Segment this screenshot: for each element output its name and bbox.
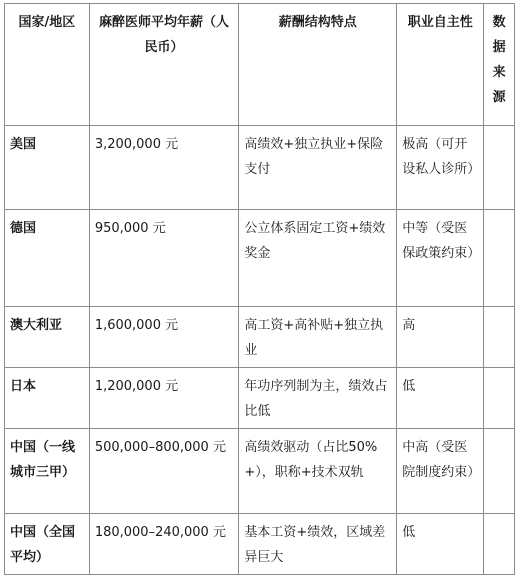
cell-region: 中国（一线城市三甲）	[5, 429, 90, 514]
cell-salary: 1,200,000 元	[89, 368, 239, 429]
cell-structure: 高绩效+独立执业+保险支付	[239, 126, 397, 210]
cell-salary: 180,000–240,000 元	[89, 514, 239, 575]
cell-salary: 3,200,000 元	[89, 126, 239, 210]
cell-structure: 高绩效驱动（占比50%+），职称+技术双轨	[239, 429, 397, 514]
table-header-row	[5, 4, 515, 126]
cell-source	[484, 429, 515, 514]
cell-source	[484, 514, 515, 575]
header-autonomy: 职业自主性	[397, 4, 484, 126]
cell-region: 中国（全国平均）	[5, 514, 90, 575]
salary-comparison-table	[4, 3, 515, 575]
cell-region: 德国	[5, 210, 90, 307]
cell-autonomy: 中高（受医院制度约束）	[397, 429, 484, 514]
cell-source	[484, 368, 515, 429]
cell-source	[484, 126, 515, 210]
cell-source	[484, 307, 515, 368]
table-row	[5, 514, 515, 575]
cell-autonomy: 极高（可开设私人诊所）	[397, 126, 484, 210]
header-region: 国家/地区	[5, 4, 90, 126]
table-row	[5, 368, 515, 429]
cell-region: 日本	[5, 368, 90, 429]
cell-salary: 950,000 元	[89, 210, 239, 307]
cell-structure: 基本工资+绩效，区域差异巨大	[239, 514, 397, 575]
cell-source	[484, 210, 515, 307]
table-row	[5, 210, 515, 307]
cell-autonomy: 低	[397, 514, 484, 575]
cell-salary: 500,000–800,000 元	[89, 429, 239, 514]
table-row	[5, 126, 515, 210]
table-row	[5, 307, 515, 368]
header-source: 数据来源	[484, 4, 515, 126]
table-row	[5, 429, 515, 514]
cell-autonomy: 高	[397, 307, 484, 368]
header-structure: 薪酬结构特点	[239, 4, 397, 126]
cell-autonomy: 低	[397, 368, 484, 429]
cell-structure: 高工资+高补贴+独立执业	[239, 307, 397, 368]
cell-region: 美国	[5, 126, 90, 210]
cell-salary: 1,600,000 元	[89, 307, 239, 368]
cell-autonomy: 中等（受医保政策约束）	[397, 210, 484, 307]
cell-region: 澳大利亚	[5, 307, 90, 368]
cell-structure: 公立体系固定工资+绩效奖金	[239, 210, 397, 307]
header-salary: 麻醉医师平均年薪（人民币）	[89, 4, 239, 126]
cell-structure: 年功序列制为主，绩效占比低	[239, 368, 397, 429]
